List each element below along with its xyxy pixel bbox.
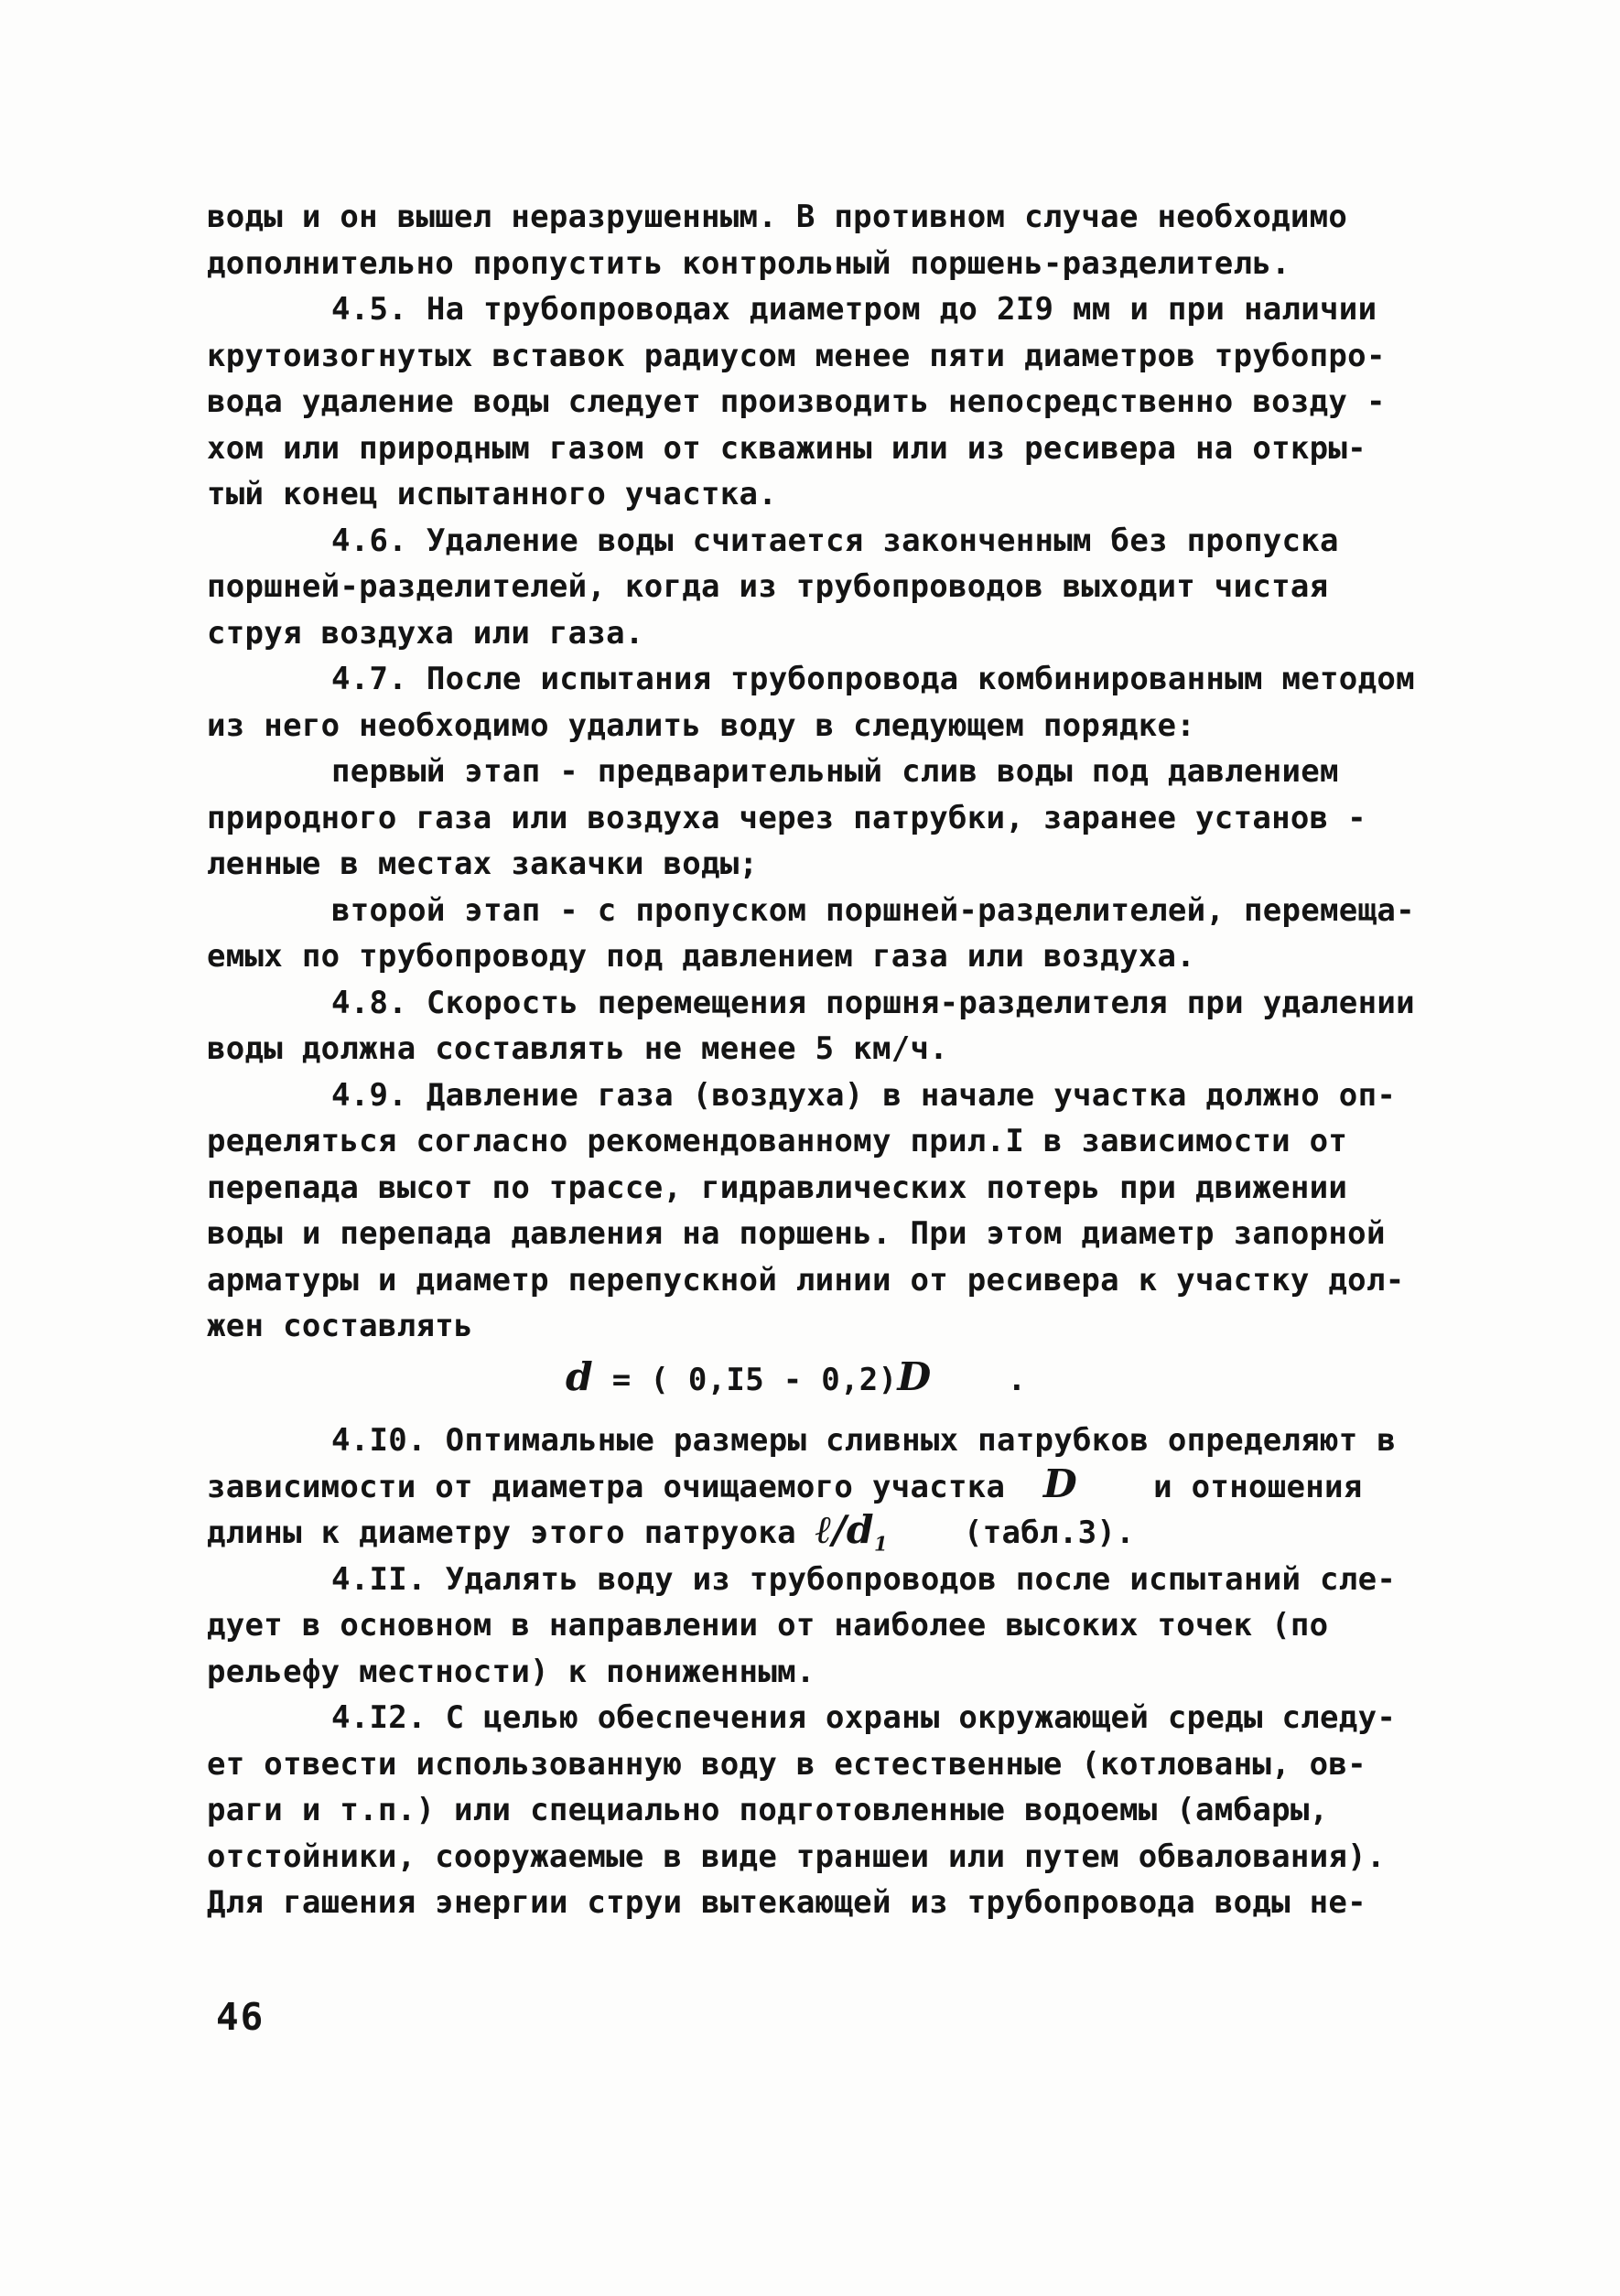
text-run: 4.9. Давление газа (воздуха) в начале участка должно оп- (331, 1076, 1397, 1114)
text-run: раги и т.п.) или специально подготовленные водоемы (амбары, (207, 1792, 1329, 1828)
text-run: рельефу местности) к пониженным. (207, 1653, 815, 1690)
text-run: перепада высот по трассе, гидравлических потерь при движении (207, 1169, 1348, 1206)
text-run: отстойники, сооружаемые в виде траншеи или путем обвалования). (207, 1838, 1386, 1875)
text-line (207, 1303, 1424, 1350)
text-line (207, 471, 1424, 518)
text-line (207, 656, 1424, 703)
text-line (207, 610, 1424, 657)
text-line (207, 1211, 1424, 1257)
text-line (207, 1880, 1424, 1926)
text-run: (табл.3). (887, 1514, 1135, 1551)
text-run: . (931, 1361, 1027, 1398)
text-block (207, 194, 1424, 1926)
formula-line (207, 1353, 1424, 1404)
text-run: дополнительно пропустить контрольный поршень-разделитель. (207, 244, 1291, 282)
text-run: природного газа или воздуха через патрубки, заранее установ - (207, 799, 1366, 836)
text-line (207, 194, 1424, 241)
text-line (207, 888, 1424, 934)
text-run: дует в основном в направлении от наиболее высоких точек (по (207, 1607, 1329, 1644)
text-line (207, 841, 1424, 888)
text-run: 4.7. После испытания трубопровода комбинированным методом (331, 661, 1415, 697)
text-line (207, 933, 1424, 980)
text-line (207, 564, 1424, 610)
text-line (207, 379, 1424, 426)
text-run: 4.II. Удалять воду из трубопроводов после испытаний сле- (331, 1560, 1397, 1598)
text-line (207, 1165, 1424, 1212)
text-line (207, 1417, 1424, 1464)
text-run: 4.6. Удаление воды считается законченным без пропуска (331, 522, 1339, 559)
text-run: воды и он вышел неразрушенным. В противном случае необходимо (207, 199, 1348, 235)
text-run: ленные в местах закачки воды; (207, 846, 759, 882)
text-line (207, 426, 1424, 472)
text-line (207, 518, 1424, 565)
text-run: арматуры и диаметр перепускной линии от ресивера к участку дол- (207, 1261, 1405, 1299)
text-run: ет отвести использованную воду в естественные (котлованы, ов- (207, 1745, 1366, 1783)
text-line (207, 1507, 1424, 1557)
text-run: поршней-разделителей, когда из трубопроводов выходит чистая (207, 568, 1329, 605)
text-run: из него необходимо удалить воду в следующем порядке: (207, 706, 1196, 744)
text-run: струя воздуха или газа. (207, 614, 644, 652)
text-run: 4.I0. Оптимальные размеры сливных патрубков определяют в (331, 1422, 1397, 1459)
text-line (207, 1073, 1424, 1119)
text-run: первый этап - предварительный слив воды под давлением (331, 753, 1339, 790)
text-run: длины к диаметру этого патруока (207, 1514, 815, 1551)
text-line (207, 1695, 1424, 1741)
text-line (207, 749, 1424, 795)
text-line (207, 1834, 1424, 1881)
text-run: второй этап - с пропуском поршней-разделителей, перемеща- (331, 891, 1415, 929)
text-line (207, 1118, 1424, 1165)
text-line (207, 1602, 1424, 1649)
text-run: воды и перепада давления на поршень. При этом диаметр запорной (207, 1215, 1386, 1252)
text-line (207, 795, 1424, 842)
text-line (207, 1741, 1424, 1788)
text-run: тый конец испытанного участка. (207, 476, 778, 512)
text-run: = ( 0,I5 - 0,2) (593, 1361, 898, 1398)
text-line (207, 1257, 1424, 1304)
formula-symbol: ℓ/d (815, 1507, 874, 1553)
text-run: вода удаление воды следует производить непосредственно возду - (207, 383, 1386, 420)
text-run: 4.I2. С целью обеспечения охраны окружающей среды следу- (331, 1699, 1397, 1736)
text-line (207, 1787, 1424, 1834)
text-line (207, 241, 1424, 287)
text-run: жен составлять (207, 1308, 473, 1344)
text-run: воды должна составлять не менее 5 км/ч. (207, 1030, 949, 1067)
formula-symbol: 1 (873, 1532, 888, 1556)
text-run: ределяться согласно рекомендованному прил.I в зависимости от (207, 1123, 1348, 1159)
formula-symbol: D (1042, 1461, 1078, 1507)
text-line (207, 980, 1424, 1027)
text-line (207, 1557, 1424, 1603)
text-run: емых по трубопроводу под давлением газа или воздуха. (207, 938, 1196, 975)
text-run: зависимости от диаметра очищаемого участка (207, 1468, 1043, 1505)
text-line (207, 286, 1424, 333)
text-run: Для гашения энергии струи вытекающей из трубопровода воды не- (207, 1884, 1366, 1921)
text-line (207, 1026, 1424, 1073)
text-run: и отношения (1077, 1468, 1363, 1505)
formula-symbol: D (897, 1353, 932, 1400)
text-run: крутоизогнутых вставок радиусом менее пяти диаметров трубопро- (207, 337, 1386, 374)
text-line (207, 703, 1424, 749)
formula-symbol: d (566, 1353, 594, 1400)
text-line (207, 333, 1424, 380)
text-line (207, 1461, 1424, 1511)
page-number: 46 (216, 1995, 265, 2039)
text-run: хом или природным газом от скважины или из ресивера на откры- (207, 429, 1366, 467)
text-run: 4.5. На трубопроводах диаметром до 2I9 мм и при наличии (331, 291, 1377, 328)
text-line (207, 1649, 1424, 1696)
text-run: 4.8. Скорость перемещения поршня-разделителя при удалении (331, 984, 1415, 1021)
